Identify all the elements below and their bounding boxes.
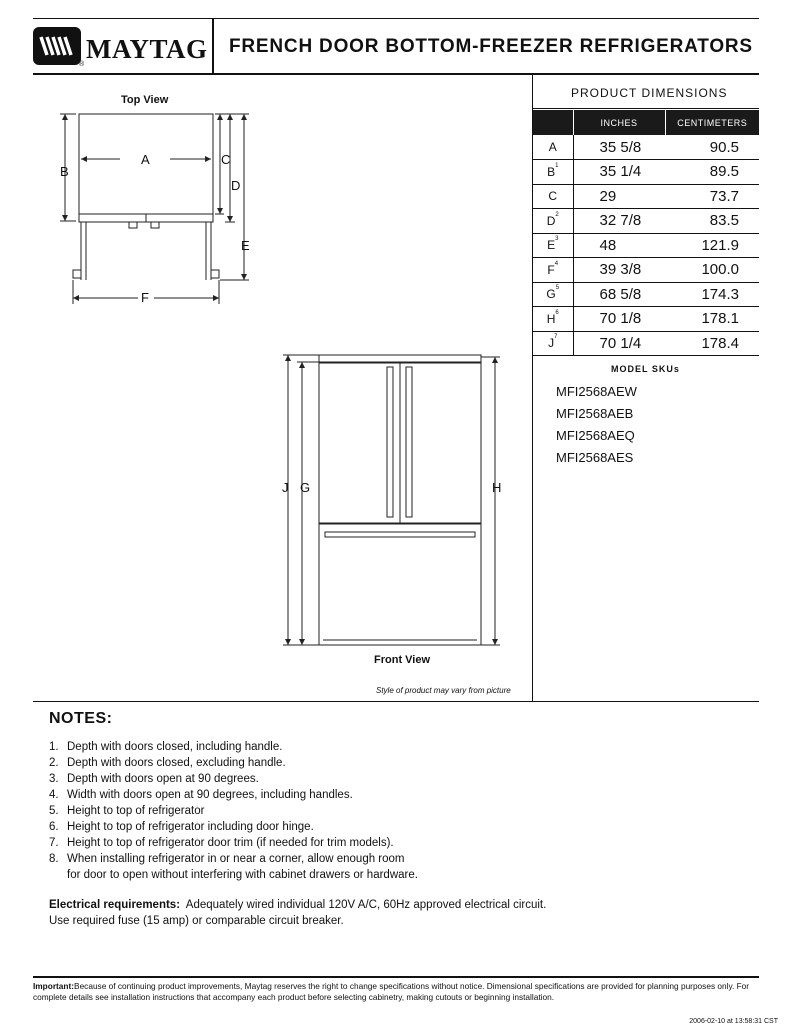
row-inches: 32 7/8 (573, 209, 665, 234)
row-letter: $F^4$ (533, 258, 573, 283)
list-item: 2. Depth with doors closed, excluding handle. (49, 757, 286, 769)
row-centimeters: 90.5 (665, 135, 759, 160)
list-item: MFI2568AEW (556, 384, 637, 399)
dimension-letter-g: G (300, 480, 311, 495)
disclaimer: Style of product may vary from picture (376, 686, 511, 695)
important-note (33, 981, 759, 1003)
row-centimeters: 100.0 (665, 258, 759, 283)
row-letter: $G^5$ (533, 282, 573, 307)
list-item: for door to open without interfering with cabinet drawers or hardware. (67, 869, 418, 881)
dimension-letter-f: F (141, 290, 149, 305)
header-bottom-rule (33, 73, 759, 75)
row-letter: $D^2$ (533, 209, 573, 234)
dimension-letter-a: A (141, 152, 150, 167)
list-item: 3. Depth with doors open at 90 degrees. (49, 773, 259, 785)
list-item: 4. Width with doors open at 90 degrees, including handles. (49, 789, 353, 801)
list-item: 1. Depth with doors closed, including handle. (49, 741, 283, 753)
model-skus-title: MODEL SKUs (611, 364, 680, 374)
table-row (533, 282, 759, 307)
column-header-inches: INCHES (573, 110, 665, 135)
notes-top-rule (33, 701, 759, 702)
footer-rule (33, 976, 759, 978)
electrical-label: Electrical requirements: (49, 899, 181, 911)
brand-name: MAYTAG (86, 34, 208, 64)
row-letter: C (533, 184, 573, 209)
dimension-letter-h: H (492, 480, 502, 495)
maytag-logo (33, 25, 211, 71)
diagram-drawing (40, 84, 530, 704)
row-inches: 35 1/4 (573, 160, 665, 185)
row-centimeters: 83.5 (665, 209, 759, 234)
table-row (533, 233, 759, 258)
header-divider (212, 18, 214, 74)
list-item: MFI2568AEQ (556, 428, 635, 443)
list-item: MFI2568AEB (556, 406, 634, 421)
list-item: 6. Height to top of refrigerator including door hinge. (49, 821, 314, 833)
row-letter: A (533, 135, 573, 160)
table-row (533, 209, 759, 234)
row-centimeters: 89.5 (665, 160, 759, 185)
dimension-letter-b: B (60, 164, 69, 179)
column-header-letter (533, 110, 573, 135)
row-letter: $E^3$ (533, 233, 573, 258)
list-item: MFI2568AES (556, 450, 634, 465)
table-row (533, 258, 759, 283)
dimension-letter-e: E (241, 238, 250, 253)
column-header-centimeters: CENTIMETERS (665, 110, 759, 135)
dimension-letter-d: D (231, 178, 241, 193)
row-centimeters: 174.3 (665, 282, 759, 307)
front-view-freezer-drawer (319, 524, 481, 645)
product-dimensions-rule (533, 108, 759, 109)
front-view-label: Front View (374, 654, 431, 666)
document-title: FRENCH DOOR BOTTOM-FREEZER REFRIGERATORS (229, 36, 753, 57)
list-item: 8. When installing refrigerator in or near a corner, allow enough room (49, 853, 405, 865)
timestamp: 2006-02-10 at 13:58:31 CST (689, 1018, 778, 1025)
row-centimeters: 178.1 (665, 307, 759, 332)
table-row (533, 160, 759, 185)
header-top-rule (33, 18, 759, 19)
row-letter: $J^7$ (533, 331, 573, 356)
row-centimeters: 178.4 (665, 331, 759, 356)
table-row (533, 184, 759, 209)
dimension-diagrams (40, 84, 530, 704)
electrical-requirements (49, 897, 649, 929)
table-header-row (533, 110, 759, 135)
row-centimeters: 121.9 (665, 233, 759, 258)
table-row (533, 135, 759, 160)
row-inches: 35 5/8 (573, 135, 665, 160)
dimensions-table (533, 110, 759, 356)
dimension-letter-j: J (282, 480, 289, 495)
maytag-m-badge-icon (33, 27, 81, 65)
row-inches: 39 3/8 (573, 258, 665, 283)
product-dimensions-title: PRODUCT DIMENSIONS (571, 86, 728, 100)
row-inches: 70 1/4 (573, 331, 665, 356)
important-label: Important: (33, 981, 75, 991)
row-letter: $B^1$ (533, 160, 573, 185)
model-sku-list (556, 381, 637, 469)
row-inches: 68 5/8 (573, 282, 665, 307)
table-row (533, 307, 759, 332)
notes-list (49, 739, 609, 883)
table-row (533, 331, 759, 356)
list-item: 5. Height to top of refrigerator (49, 805, 205, 817)
row-inches: 70 1/8 (573, 307, 665, 332)
row-letter: $H^6$ (533, 307, 573, 332)
dimension-letter-c: C (221, 152, 231, 167)
row-inches: 29 (573, 184, 665, 209)
row-inches: 48 (573, 233, 665, 258)
notes-title: NOTES: (49, 710, 113, 727)
registered-mark: ® (79, 61, 85, 68)
list-item: 7. Height to top of refrigerator door trim (if needed for trim models). (49, 837, 394, 849)
electrical-text-2: Use required fuse (15 amp) or comparable circuit breaker. (49, 915, 344, 927)
row-centimeters: 73.7 (665, 184, 759, 209)
top-view-label: Top View (121, 94, 169, 106)
important-text: Because of continuing product improvements, Maytag reserves the right to change specifications without notice. Dimensional specifications are provided for planning purposes only. For complete details see installation instructions that accompany each product before selecting cabinetry, making cutouts or beginning installation. (33, 981, 750, 1002)
electrical-text: Adequately wired individual 120V A/C, 60Hz approved electrical circuit. (185, 899, 547, 911)
